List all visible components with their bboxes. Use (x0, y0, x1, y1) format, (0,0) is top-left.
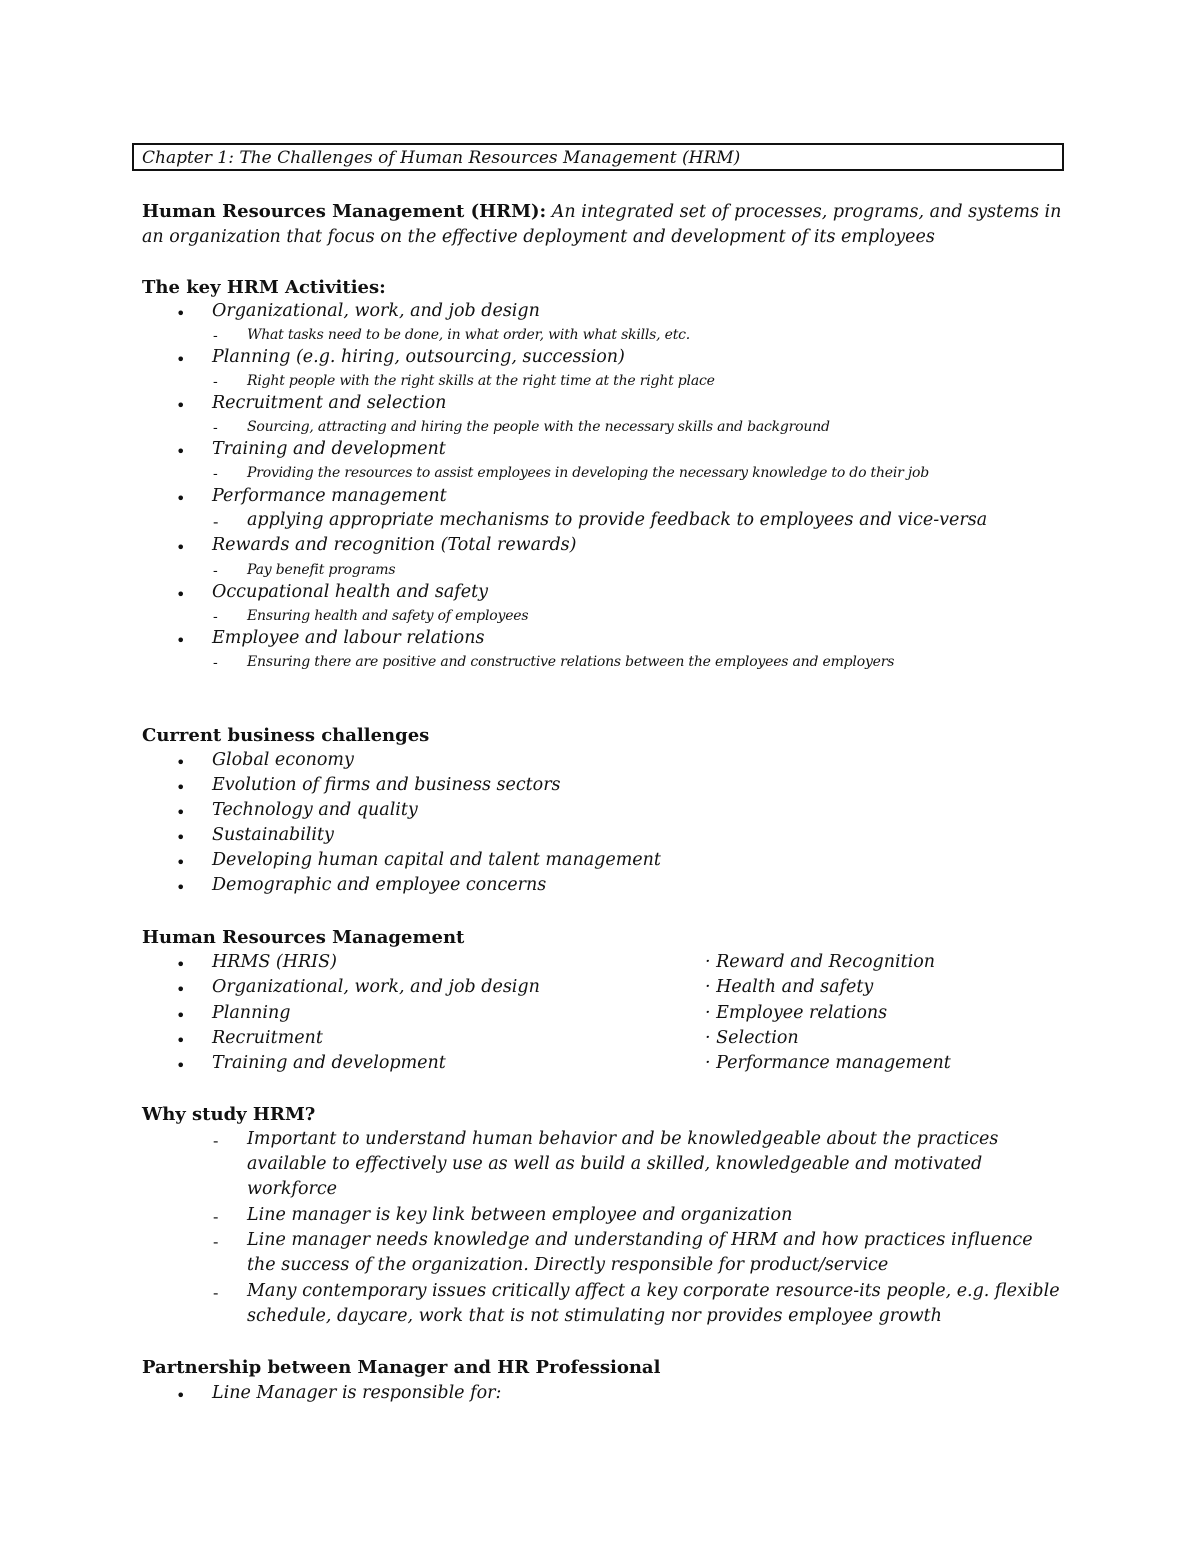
bullet-icon: • (176, 955, 186, 974)
dash-icon: - (213, 420, 218, 436)
hrm-left-item: Recruitment (212, 1028, 323, 1048)
bullet-icon: • (176, 853, 186, 872)
why-text: workforce (247, 1179, 338, 1199)
bullet-icon: • (176, 1386, 186, 1405)
dash-icon: - (213, 512, 219, 531)
activity-detail: Ensuring health and safety of employees (247, 608, 529, 624)
bullet-icon: • (176, 878, 186, 897)
dash-icon: - (213, 1283, 219, 1302)
dash-icon: - (213, 609, 218, 625)
hrm-left-item: Planning (212, 1003, 291, 1023)
dash-icon: - (213, 466, 218, 482)
why-text: Line manager needs knowledge and understanding of HRM and how practices influence (247, 1230, 1033, 1250)
dash-icon: - (213, 1207, 219, 1226)
activity-detail: Sourcing, attracting and hiring the people with the necessary skills and background (247, 419, 830, 435)
why-text: Line manager is key link between employee and organization (247, 1205, 793, 1225)
dash-icon: - (213, 563, 218, 579)
bullet-icon: • (176, 980, 186, 999)
definition-text-2: an organization that focus on the effective deployment and development of its employees (142, 227, 935, 247)
bullet-icon: • (176, 585, 186, 604)
challenge-item: Evolution of firms and business sectors (212, 775, 561, 795)
challenge-item: Technology and quality (212, 800, 418, 820)
dash-icon: - (213, 374, 218, 390)
definition-term: Human Resources Management (HRM): (142, 201, 547, 222)
activity-detail: Providing the resources to assist employees in developing the necessary knowledge to do their job (247, 465, 930, 481)
bullet-icon: • (176, 350, 186, 369)
hrm-left-item: Training and development (212, 1053, 446, 1073)
activity-item: Recruitment and selection (212, 393, 447, 413)
hrm-left-item: HRMS (HRIS) (212, 952, 337, 972)
activity-item: Organizational, work, and job design (212, 301, 540, 321)
hrm-right-item: · Selection (705, 1028, 799, 1048)
bullet-icon: • (176, 396, 186, 415)
challenges-heading: Current business challenges (142, 725, 430, 746)
chapter-title: Chapter 1: The Challenges of Human Resources Management (HRM) (142, 148, 741, 168)
activity-detail: What tasks need to be done, in what order, with what skills, etc. (247, 327, 691, 343)
why-heading: Why study HRM? (142, 1104, 316, 1125)
hrm-right-item: · Reward and Recognition (705, 952, 936, 972)
challenge-item: Developing human capital and talent management (212, 850, 661, 870)
challenge-item: Sustainability (212, 825, 334, 845)
activity-detail: Ensuring there are positive and constructive relations between the employees and employers (247, 654, 895, 670)
bullet-icon: • (176, 803, 186, 822)
chapter-title-box (132, 143, 1064, 171)
activity-detail: applying appropriate mechanisms to provide feedback to employees and vice-versa (247, 510, 988, 530)
activity-item: Planning (e.g. hiring, outsourcing, succession) (212, 347, 625, 367)
hrm-right-item: · Health and safety (705, 977, 874, 997)
bullet-icon: • (176, 631, 186, 650)
partnership-heading: Partnership between Manager and HR Professional (142, 1357, 661, 1378)
bullet-icon: • (176, 538, 186, 557)
bullet-icon: • (176, 1006, 186, 1025)
bullet-icon: • (176, 828, 186, 847)
dash-icon: - (213, 328, 218, 344)
hrm-left-item: Organizational, work, and job design (212, 977, 540, 997)
bullet-icon: • (176, 1031, 186, 1050)
partnership-item: Line Manager is responsible for: (212, 1383, 502, 1403)
activity-detail: Right people with the right skills at the right time at the right place (247, 373, 715, 389)
why-text: available to effectively use as well as build a skilled, knowledgeable and motivated (247, 1154, 983, 1174)
bullet-icon: • (176, 753, 186, 772)
definition-text-1: An integrated set of processes, programs, and systems in (546, 202, 1062, 222)
bullet-icon: • (176, 442, 186, 461)
dash-icon: - (213, 655, 218, 671)
activity-item: Employee and labour relations (212, 628, 485, 648)
activity-item: Training and development (212, 439, 446, 459)
bullet-icon: • (176, 778, 186, 797)
dash-icon: - (213, 1232, 219, 1251)
challenge-item: Demographic and employee concerns (212, 875, 547, 895)
why-text: schedule, daycare, work that is not stimulating nor provides employee growth (247, 1306, 942, 1326)
why-text: Many contemporary issues critically affect a key corporate resource-its people, e.g. flexible (247, 1281, 1060, 1301)
dash-icon: - (213, 1131, 219, 1150)
bullet-icon: • (176, 489, 186, 508)
hrm-heading: Human Resources Management (142, 927, 465, 948)
definition-line-1 (142, 201, 1061, 222)
why-text: Important to understand human behavior and be knowledgeable about the practices (247, 1129, 999, 1149)
activity-item: Rewards and recognition (Total rewards) (212, 535, 577, 555)
activity-item: Occupational health and safety (212, 582, 489, 602)
hrm-right-item: · Employee relations (705, 1003, 888, 1023)
why-text: the success of the organization. Directly responsible for product/service (247, 1255, 889, 1275)
bullet-icon: • (176, 1056, 186, 1075)
challenge-item: Global economy (212, 750, 354, 770)
key-activities-heading: The key HRM Activities: (142, 277, 386, 298)
activity-detail: Pay benefit programs (247, 562, 396, 578)
hrm-right-item: · Performance management (705, 1053, 951, 1073)
bullet-icon: • (176, 304, 186, 323)
activity-item: Performance management (212, 486, 447, 506)
